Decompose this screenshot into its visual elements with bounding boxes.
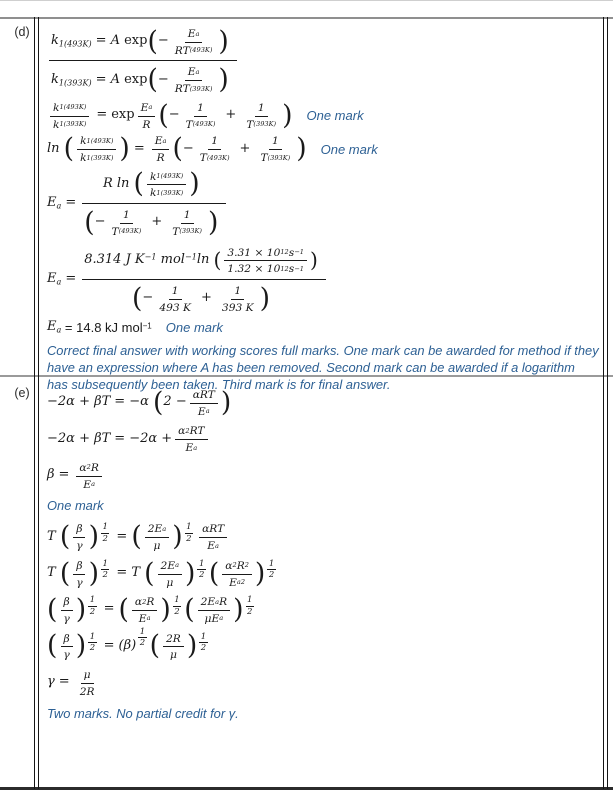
math-expression: $E_a$ = R ln ( k 1(493K) k 1(393K) ) ( − 1 T (493K) + 1 T (393K) )	[47, 168, 228, 240]
left-double-rule-outer	[34, 17, 35, 789]
marking-note-e: Two marks. No partial credit for γ.	[47, 705, 239, 721]
row-d-content	[47, 21, 599, 393]
table-top-border	[0, 17, 613, 19]
math-expression: ln ( k 1(493K) k 1(393K) ) = E a R ( − 1 T (493K) + 1 T (393K) )	[47, 133, 307, 165]
table-bottom-border	[0, 787, 613, 790]
right-double-rule-outer	[607, 17, 608, 789]
equation-e-sqrt-2	[47, 559, 599, 588]
math-expression: ( β γ ) $\frac{1}{2}$ = (β) 1 2 ( 2R μ ) 1 2	[47, 626, 207, 662]
math-expression: γ = $\frac{\mu}{2R}$	[47, 668, 95, 698]
mark-annotation: One mark	[306, 108, 364, 124]
math-expression: k 1(493K) k 1(393K) = exp E a R ( − 1 T (493K) + 1 T (393K) )	[47, 101, 293, 130]
math-expression: −2α + βT = −2α + α 2 RT E a	[47, 424, 211, 453]
mark-annotation: One mark	[320, 141, 378, 157]
math-expression: T ( β γ ) $\frac{1}{2}$ = T ( 2E a μ ) 1 2 ( α 2 R 2 E a 2 ) 1 2	[47, 557, 275, 589]
equation-d-ea-result	[47, 320, 599, 335]
page-top-edge-line	[0, 0, 613, 1]
row-label-e: (e)	[14, 386, 30, 400]
equation-e-expand	[47, 388, 599, 417]
row-e-content	[47, 381, 599, 722]
math-expression: T ( β γ ) $\frac{1}{2}$ = ( 2E a μ ) 1 2 αRT E a	[47, 522, 230, 551]
equation-d-ea-symbolic	[47, 168, 599, 240]
right-double-rule-inner	[603, 17, 604, 789]
equation-e-sqrt-1	[47, 522, 599, 551]
math-expression: ( β γ ) $\frac{1}{2}$ = ( α 2 R E a ) 1 2 ( 2E a R μE a ) 1 2	[47, 593, 253, 625]
equation-e-sqrt-3	[47, 595, 599, 624]
math-expression: $k_{1(493K)}$ = A exp ( − E a RT (493K) ) $k_{1(393K)}$ = A exp ( − E a RT (393K) )	[47, 25, 239, 97]
math-expression: $E_a$ = 14.8 kJ mol$^{-1}$	[47, 318, 152, 335]
equation-e-beta-result	[47, 461, 599, 490]
equation-d-exp-form	[47, 101, 599, 130]
math-expression: $E_a$ = 8.314 J $K^{-1}$ mol$^{-1}$ln ( 3.31 × 10 12 s −1 1.32 × 10 12 s −1 ) ( − $\frac{1}{493 K}$ + $\frac{1}{393 K}$ )	[47, 244, 328, 316]
equation-d-ln-form	[47, 134, 599, 163]
row-label-d: (d)	[14, 25, 30, 39]
equation-e-gamma-result	[47, 668, 599, 697]
marking-note-d: Correct final answer with working scores full marks. One mark can be awarded for method if they have an expression where A has been removed. Second mark can be awarded if a logarithm has subsequently been taken. Third mark is for final answer.	[47, 342, 599, 392]
math-expression: −2α + βT = −α ( 2 − αRT E a )	[47, 386, 232, 418]
equation-e-simplify	[47, 424, 599, 453]
equation-e-sqrt-4	[47, 626, 599, 662]
equation-d-ea-numeric	[47, 244, 599, 316]
equation-d-ratio-definition	[47, 25, 599, 97]
left-double-rule-inner	[38, 17, 39, 789]
mark-annotation-line: One mark	[47, 498, 104, 514]
math-expression: β = α 2 R E a	[47, 461, 105, 490]
mark-annotation: One mark	[165, 319, 223, 335]
